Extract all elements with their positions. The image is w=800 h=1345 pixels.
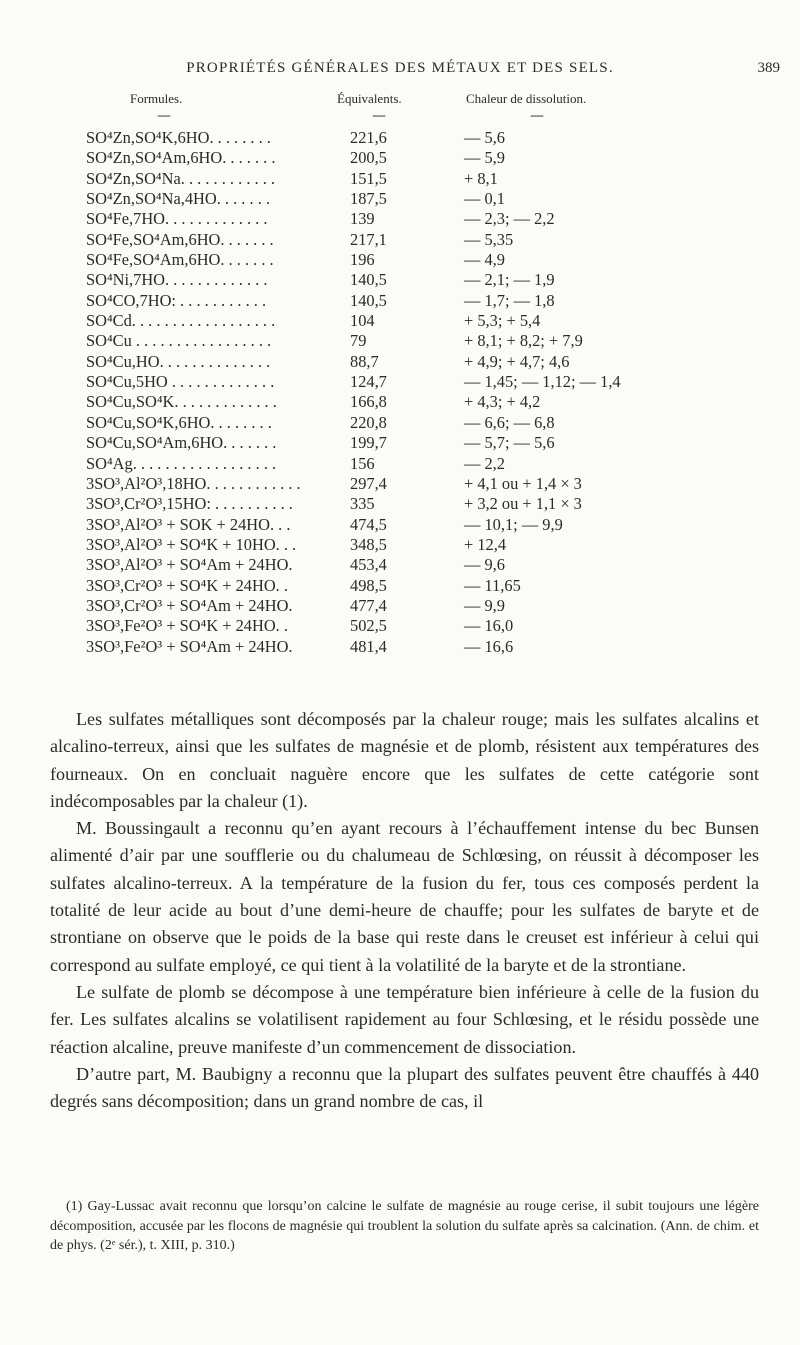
equiv-cell: 140,5 — [350, 270, 387, 290]
equiv-cell: 139 — [350, 209, 375, 229]
footnote-text: (1) Gay-Lussac avait reconnu que lorsqu’on calcine le sulfate de magnésie au rouge cerise, il subit toujours une légère décomposition, accusée par les flocons de magnésie qui troublent la solution du sulfate après sa calcination. (Ann. de chim. et de phys. (2ᵉ sér.), t. XIII, p. 310.) — [50, 1199, 759, 1253]
equiv-cell: 88,7 — [350, 351, 379, 371]
chaleur-cell: + 8,1 — [464, 168, 498, 188]
chaleur-cell: — 9,6 — [464, 555, 505, 575]
chaleur-cell: — 4,9 — [464, 250, 505, 270]
equiv-cell: 498,5 — [350, 575, 387, 595]
table-row — [86, 494, 704, 514]
chaleur-cell: + 3,2 ou + 1,1 × 3 — [464, 494, 582, 514]
equiv-cell: 79 — [350, 331, 367, 351]
equiv-cell: 335 — [350, 494, 375, 514]
equiv-cell: 474,5 — [350, 514, 387, 534]
column-header-dashes — [0, 108, 800, 126]
table-row — [86, 392, 704, 412]
table-row — [86, 169, 704, 189]
formula-cell: 3SO³,Al²O³ + SO⁴K + 10HO. . . — [86, 534, 297, 554]
table-row — [86, 474, 704, 494]
formula-cell: SO⁴Zn,SO⁴Na,4HO. . . . . . . — [86, 189, 270, 209]
table-row — [86, 209, 704, 229]
chaleur-cell: — 1,7; — 1,8 — [464, 290, 555, 310]
table-row — [86, 515, 704, 535]
equiv-cell: 221,6 — [350, 128, 387, 147]
chaleur-cell: — 10,1; — 9,9 — [464, 514, 563, 534]
equiv-cell: 151,5 — [350, 168, 387, 188]
formula-cell: SO⁴Ag. . . . . . . . . . . . . . . . . . — [86, 453, 277, 473]
table-body — [86, 128, 704, 657]
table-row — [86, 128, 704, 148]
chaleur-cell: — 2,3; — 2,2 — [464, 209, 555, 229]
formula-cell: SO⁴Cu,SO⁴Am,6HO. . . . . . . — [86, 433, 277, 453]
paragraph: M. Boussingault a reconnu qu’en ayant recours à l’échauffement intense du bec Bunsen alimenté d’air par une soufflerie ou du chalumeau de Schlœsing, on réussit à décomposer les sulfates alcalino-terreux. A la température de la fusion du fer, tous ces composés perdent la totalité de leur acide au bout d’une demi-heure de chauffe; pour les sulfates de baryte et de strontiane on observe que le poids de la base qui reste dans le creuset est inférieur à celui qui correspond au sulfate employé, ce qui tient à la volatilité de la baryte et de la strontiane. — [50, 818, 759, 975]
chaleur-cell: — 0,1 — [464, 189, 505, 209]
footnote — [50, 1197, 759, 1256]
chaleur-cell: — 5,7; — 5,6 — [464, 433, 555, 453]
equiv-cell: 481,4 — [350, 636, 387, 656]
chaleur-cell: + 4,9; + 4,7; 4,6 — [464, 351, 570, 371]
equiv-cell: 166,8 — [350, 392, 387, 412]
formula-cell: 3SO³,Al²O³ + SO⁴Am + 24HO. — [86, 555, 293, 575]
formula-cell: SO⁴Fe,SO⁴Am,6HO. . . . . . . — [86, 250, 274, 270]
formula-cell: SO⁴Cu,SO⁴K. . . . . . . . . . . . . — [86, 392, 277, 412]
chaleur-cell: — 5,35 — [464, 229, 514, 249]
formula-cell: 3SO³,Cr²O³ + SO⁴K + 24HO. . — [86, 575, 288, 595]
sulfate-data-table — [86, 128, 704, 657]
body-text — [50, 706, 759, 1115]
chaleur-cell: + 12,4 — [464, 534, 507, 554]
dash-formula: — — [157, 108, 171, 124]
column-header-chaleur: Chaleur de dissolution. — [466, 91, 587, 106]
chaleur-cell: — 5,9 — [464, 148, 505, 168]
equiv-cell: 140,5 — [350, 290, 387, 310]
formula-cell: 3SO³,Fe²O³ + SO⁴K + 24HO. . — [86, 616, 288, 636]
formula-cell: SO⁴Zn,SO⁴K,6HO. . . . . . . . — [86, 128, 271, 147]
equiv-cell: 187,5 — [350, 189, 387, 209]
equiv-cell: 104 — [350, 311, 375, 331]
equiv-cell: 477,4 — [350, 595, 387, 615]
table-row — [86, 148, 704, 168]
running-header — [0, 60, 800, 82]
table-row — [86, 576, 704, 596]
equiv-cell: 220,8 — [350, 412, 387, 432]
chaleur-cell: + 4,3; + 4,2 — [464, 392, 541, 412]
chaleur-cell: — 16,0 — [464, 616, 514, 636]
chaleur-cell: + 5,3; + 5,4 — [464, 311, 541, 331]
paragraph: Les sulfates métalliques sont décomposés par la chaleur rouge; mais les sulfates alcalins et alcalino-terreux, ainsi que les sulfates de magnésie et de plomb, résistent aux températures des fourneaux. On en concluait naguère encore que les sulfates de cette catégorie sont indécomposables par la chaleur (1). — [50, 709, 759, 811]
chaleur-cell: — 2,2 — [464, 453, 505, 473]
chaleur-cell: — 5,6 — [464, 128, 505, 147]
chaleur-cell: — 11,65 — [464, 575, 521, 595]
formula-cell: SO⁴Cu,5HO . . . . . . . . . . . . . — [86, 372, 275, 392]
formula-cell: 3SO³,Cr²O³ + SO⁴Am + 24HO. — [86, 595, 293, 615]
equiv-cell: 297,4 — [350, 473, 387, 493]
table-row — [86, 372, 704, 392]
formula-cell: 3SO³,Al²O³ + SOK + 24HO. . . — [86, 514, 291, 534]
table-row — [86, 311, 704, 331]
formula-cell: SO⁴Cu,HO. . . . . . . . . . . . . . — [86, 351, 271, 371]
formula-cell: SO⁴CO,7HO: . . . . . . . . . . . — [86, 290, 267, 310]
table-row — [86, 596, 704, 616]
dash-chaleur: — — [530, 108, 544, 124]
equiv-cell: 453,4 — [350, 555, 387, 575]
table-row — [86, 413, 704, 433]
formula-cell: SO⁴Fe,7HO. . . . . . . . . . . . . — [86, 209, 268, 229]
formula-cell: SO⁴Fe,SO⁴Am,6HO. . . . . . . — [86, 229, 274, 249]
table-row — [86, 555, 704, 575]
table-row — [86, 331, 704, 351]
equiv-cell: 502,5 — [350, 616, 387, 636]
chaleur-cell: — 16,6 — [464, 636, 514, 656]
chaleur-cell: — 6,6; — 6,8 — [464, 412, 555, 432]
chaleur-cell: — 9,9 — [464, 595, 505, 615]
equiv-cell: 156 — [350, 453, 375, 473]
formula-cell: SO⁴Zn,SO⁴Am,6HO. . . . . . . — [86, 148, 276, 168]
table-row — [86, 454, 704, 474]
table-row — [86, 352, 704, 372]
formula-cell: SO⁴Ni,7HO. . . . . . . . . . . . . — [86, 270, 268, 290]
table-row — [86, 637, 704, 657]
table-row — [86, 230, 704, 250]
table-row — [86, 270, 704, 290]
formula-cell: SO⁴Cu . . . . . . . . . . . . . . . . . — [86, 331, 272, 351]
paragraph: D’autre part, M. Baubigny a reconnu que la plupart des sulfates peuvent être chauffés à 440 degrés sans décomposition; dans un grand nombre de cas, il — [50, 1063, 759, 1112]
table-row — [86, 535, 704, 555]
chaleur-cell: + 8,1; + 8,2; + 7,9 — [464, 331, 583, 351]
equiv-cell: 199,7 — [350, 433, 387, 453]
table-row — [86, 616, 704, 636]
equiv-cell: 217,1 — [350, 229, 387, 249]
chaleur-cell: — 1,45; — 1,12; — 1,4 — [464, 372, 621, 392]
formula-cell: 3SO³,Cr²O³,15HO: . . . . . . . . . . — [86, 494, 293, 514]
formula-cell: SO⁴Cu,SO⁴K,6HO. . . . . . . . — [86, 412, 272, 432]
formula-cell: SO⁴Cd. . . . . . . . . . . . . . . . . . — [86, 311, 276, 331]
formula-cell: 3SO³,Al²O³,18HO. . . . . . . . . . . . — [86, 473, 301, 493]
table-row — [86, 189, 704, 209]
formula-cell: 3SO³,Fe²O³ + SO⁴Am + 24HO. — [86, 636, 293, 656]
chaleur-cell: — 2,1; — 1,9 — [464, 270, 555, 290]
table-row — [86, 291, 704, 311]
equiv-cell: 348,5 — [350, 534, 387, 554]
column-header-formula: Formules. — [130, 91, 183, 106]
table-row — [86, 250, 704, 270]
chaleur-cell: + 4,1 ou + 1,4 × 3 — [464, 473, 582, 493]
paragraph: Le sulfate de plomb se décompose à une température bien inférieure à celle de la fusion du fer. Les sulfates alcalins se volatilisent rapidement au four Schlœsing, et le résidu possède une réaction alcaline, preuve manifeste d’un commencement de dissociation. — [50, 981, 759, 1057]
running-title: PROPRIÉTÉS GÉNÉRALES DES MÉTAUX ET DES SELS. — [186, 60, 614, 76]
page-number: 389 — [757, 60, 780, 76]
equiv-cell: 200,5 — [350, 148, 387, 168]
table-row — [86, 433, 704, 453]
equiv-cell: 196 — [350, 250, 375, 270]
formula-cell: SO⁴Zn,SO⁴Na. . . . . . . . . . . . — [86, 168, 275, 188]
equiv-cell: 124,7 — [350, 372, 387, 392]
column-header-equiv: Équivalents. — [337, 91, 402, 106]
dash-equiv: — — [372, 108, 386, 124]
